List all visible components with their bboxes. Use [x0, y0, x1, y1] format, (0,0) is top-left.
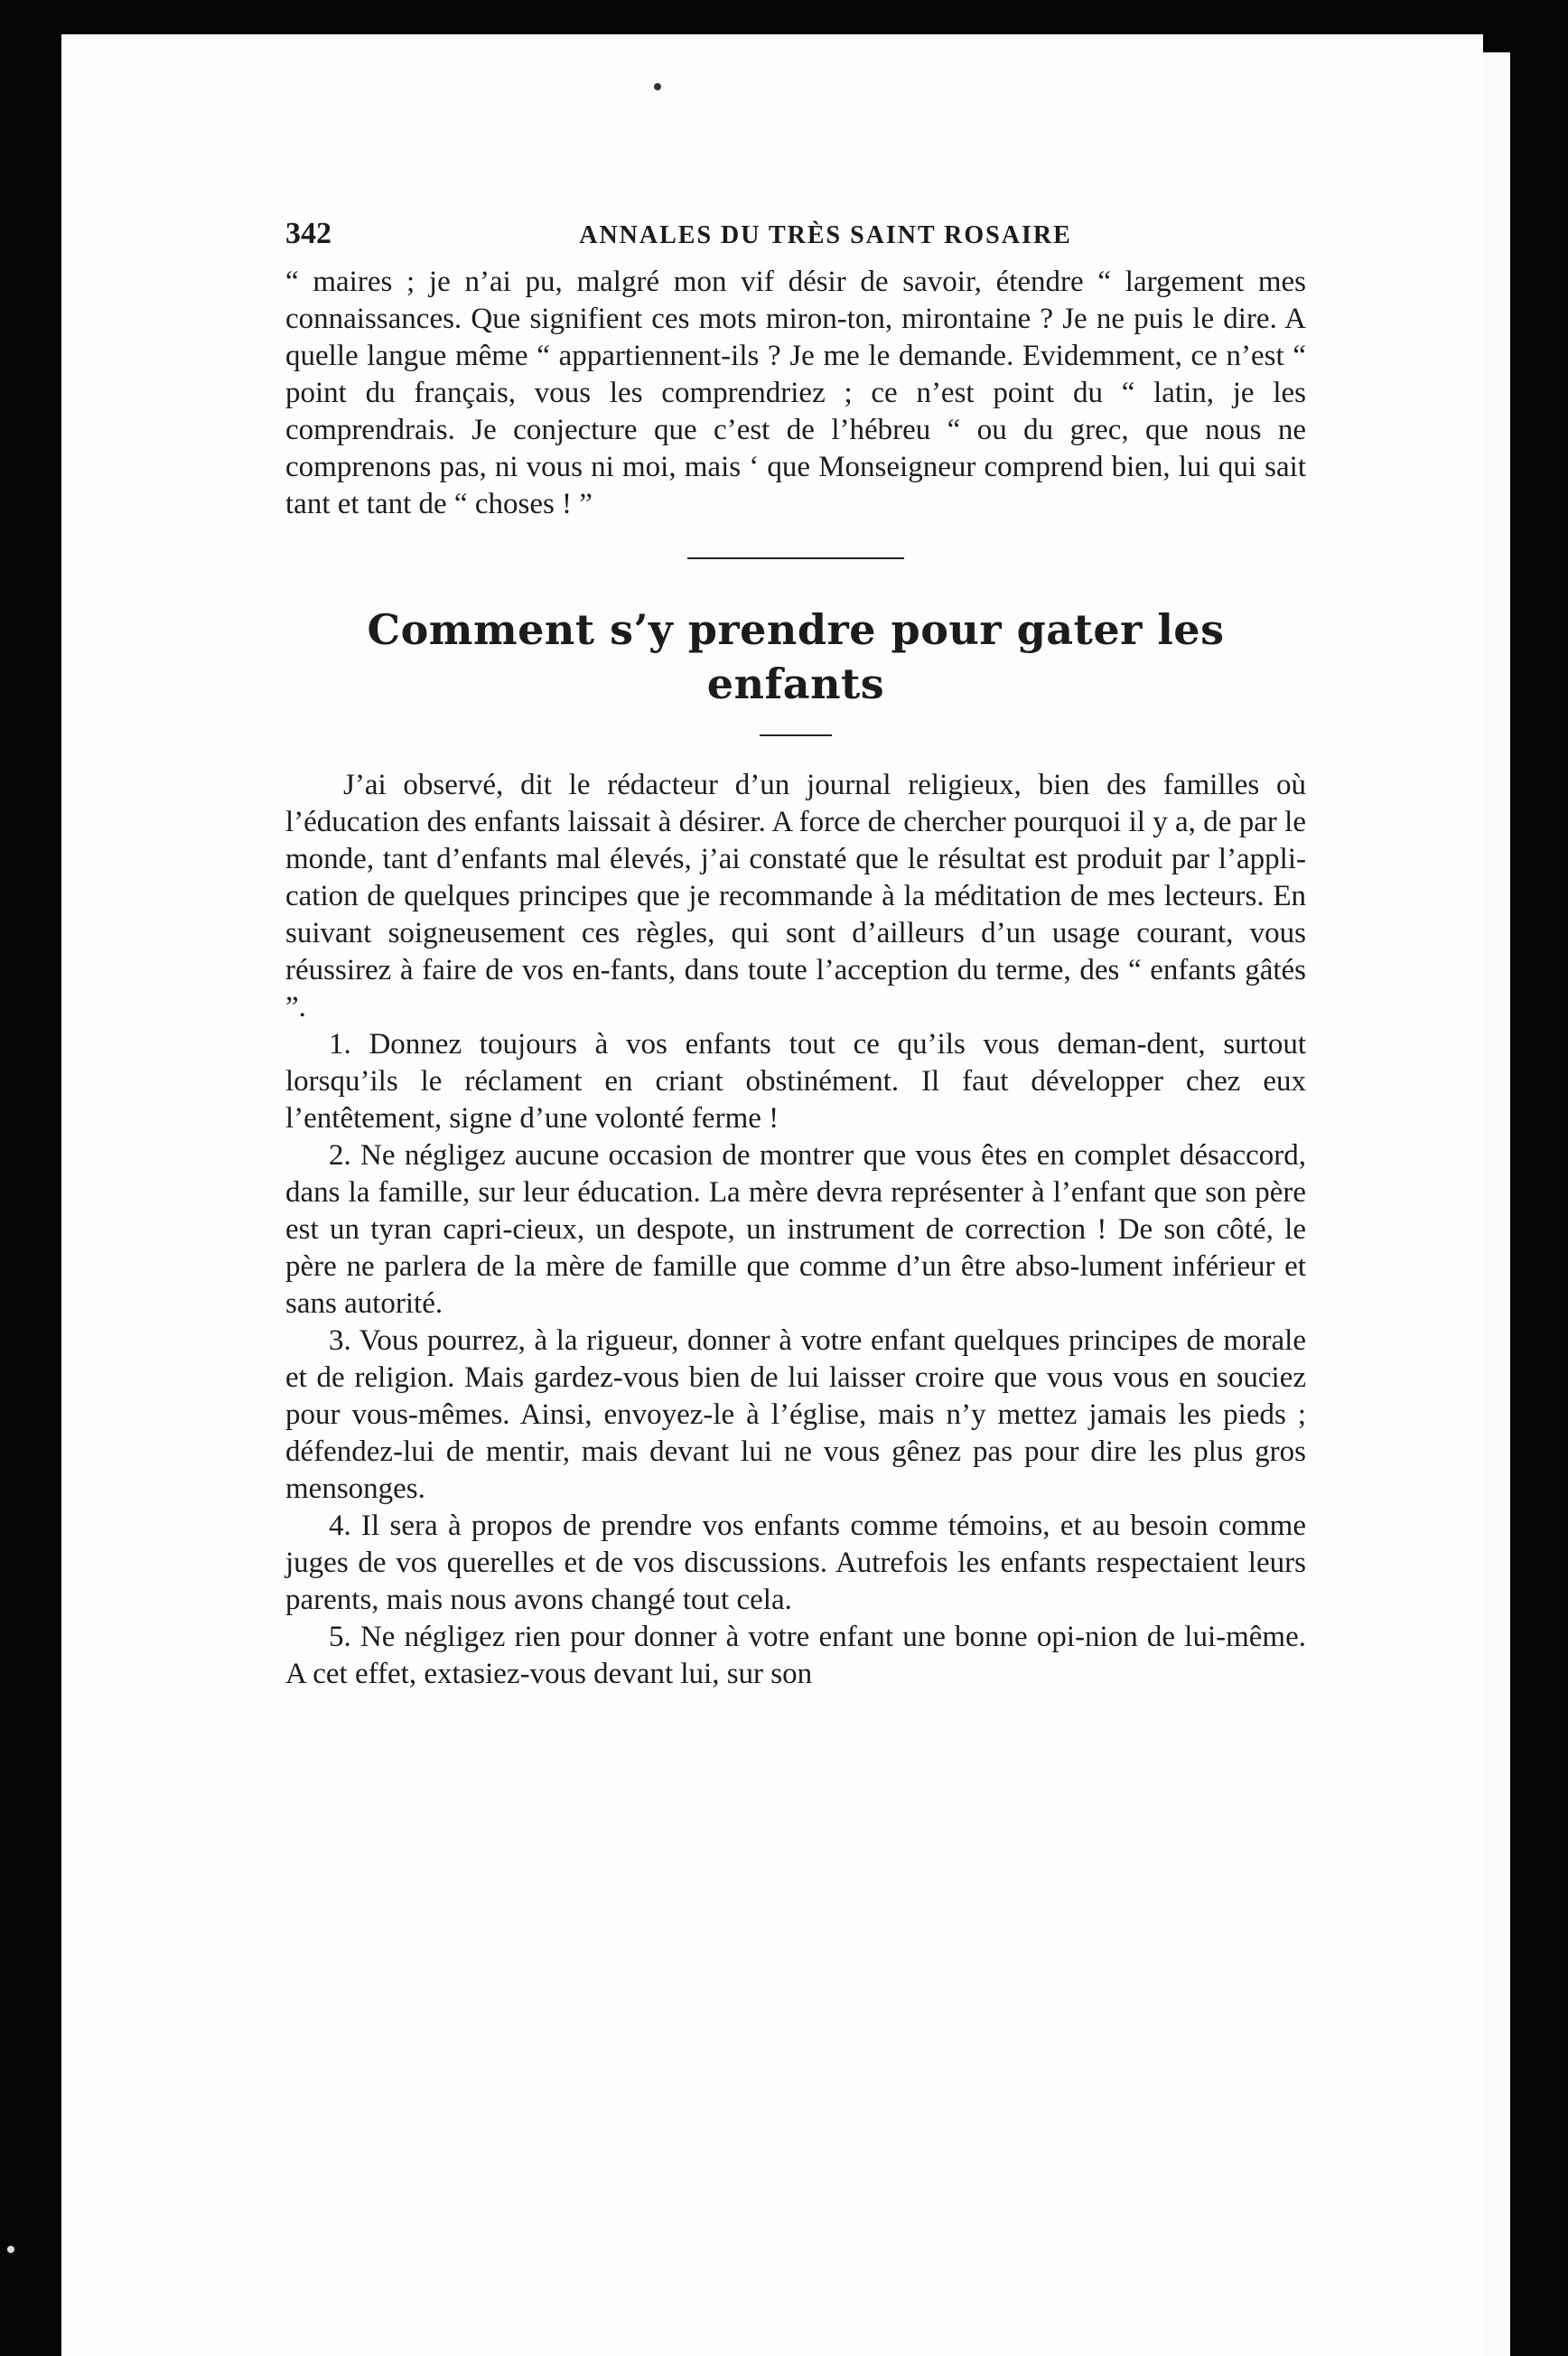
running-head: ANNALES DU TRÈS SAINT ROSAIRE: [579, 221, 1072, 249]
section-divider: [687, 557, 904, 559]
speck-mark: [654, 83, 661, 90]
rule-item-1: 1. Donnez toujours à vos enfants tout ce qu’ils vous deman-dent, surtout lorsqu’ils le réclament en criant obstinément. Il faut développer chez eux l’entêtement, signe d’une volonté ferme !: [285, 1028, 1306, 1135]
speck-mark-left: [7, 2246, 14, 2253]
intro-paragraph: J’ai observé, dit le rédacteur d’un journal religieux, bien des familles où l’éducation des enfants laissait à désirer. A force de chercher pourquoi il y a, de par le monde, tant d’enfants mal élevés, j’ai constaté que le résultat est produit par l’appli-cation de quelques principes que je recommande à la méditation de mes lecteurs. En suivant soigneusement ces règles, qui sont d’ailleurs d’un usage courant, vous réussirez à faire de vos en-fants, dans toute l’acception du terme, des “ enfants gâtés ”.: [285, 769, 1306, 1024]
adjacent-page-edge: [1483, 52, 1510, 2356]
page-text-block: [285, 215, 1306, 1693]
continued-quotation: “ maires ; je n’ai pu, malgré mon vif désir de savoir, étendre “ largement mes connaissances. Que signifient ces mots miron-ton, mirontaine ? Je ne puis le dire. A quelle langue même “ appartiennent-ils ? Je me le demande. Evidemment, ce n’est “ point du français, vous les comprendriez ; ce n’est point du “ latin, je les comprendrais. Je conjecture que c’est de l’hébreu “ ou du grec, que nous ne comprenons pas, ni vous ni moi, mais ‘ que Monseigneur comprend bien, lui qui sait tant et tant de “ choses ! ”: [285, 266, 1306, 520]
page-number: 342: [285, 217, 331, 250]
rule-item-3: 3. Vous pourrez, à la rigueur, donner à votre enfant quelques principes de morale et de religion. Mais gardez-vous bien de lui laisser croire que vous vous en souciez pour vous-mêmes. Ainsi, envoyez-le à l’église, mais n’y mettez jamais les pieds ; défendez-lui de mentir, mais devant lui ne vous gênez pas pour dire les plus gros mensonges.: [285, 1324, 1306, 1505]
rule-item-4: 4. Il sera à propos de prendre vos enfants comme témoins, et au besoin comme juges de vos querelles et de vos discussions. Autrefois les enfants respectaient leurs parents, mais nous avons changé tout cela.: [285, 1510, 1306, 1616]
rule-item-2: 2. Ne négligez aucune occasion de montrer que vous êtes en complet désaccord, dans la famille, sur leur éducation. La mère devra représenter à l’enfant que son père est un tyran capri-cieux, un despote, un instrument de correction ! De son côté, le père ne parlera de la mère de famille que comme d’un être abso-lument inférieur et sans autorité.: [285, 1139, 1306, 1320]
rule-item-5: 5. Ne négligez rien pour donner à votre enfant une bonne opi-nion de lui-même. A cet effet, extasiez-vous devant lui, sur son: [285, 1621, 1306, 1690]
article-title: Comment s’y prendre pour gater les enfants: [367, 605, 1225, 708]
page-header: [285, 215, 1306, 258]
title-underline-rule: [760, 734, 832, 736]
